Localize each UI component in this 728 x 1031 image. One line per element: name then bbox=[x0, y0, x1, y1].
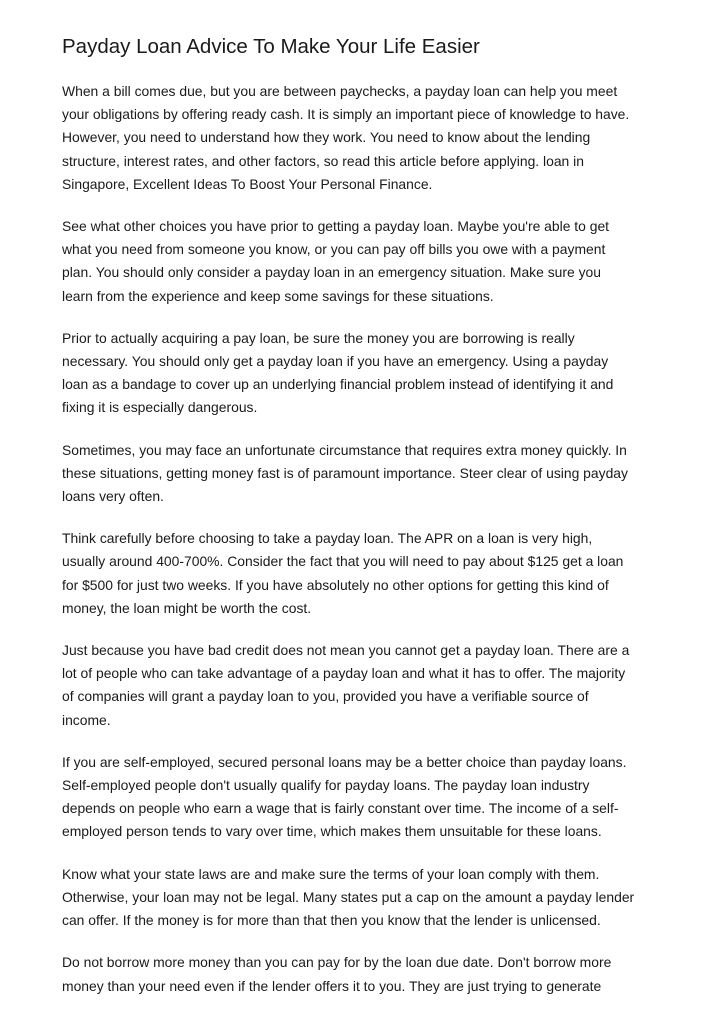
text-line: of companies will grant a payday loan to you, provided you have a verifiable source of bbox=[62, 688, 589, 705]
text-line: lot of people who can take advantage of a payday loan and what it has to offer. The majority bbox=[62, 665, 626, 682]
text-line: If you are self-employed, secured personal loans may be a better choice than payday loans. bbox=[62, 753, 627, 770]
text-line: these situations, getting money fast is of paramount importance. Steer clear of using payday bbox=[62, 464, 628, 481]
text-line: Think carefully before choosing to take a payday loan. The APR on a loan is very high, bbox=[62, 530, 593, 547]
text-line: income. bbox=[62, 711, 111, 728]
text-line: fixing it is especially dangerous. bbox=[62, 399, 258, 416]
paragraph-3 bbox=[62, 327, 674, 420]
text-line: When a bill comes due, but you are between paychecks, a payday loan can help you meet bbox=[62, 83, 618, 99]
text-line: depends on people who earn a wage that is fairly constant over time. The income of a self- bbox=[62, 800, 619, 817]
text-line: Self-employed people don't usually qualify for payday loans. The payday loan industry bbox=[62, 777, 590, 794]
text-line: See what other choices you have prior to getting a payday loan. Maybe you're able to get bbox=[62, 218, 610, 235]
text-line: Just because you have bad credit does not mean you cannot get a payday loan. There are a bbox=[62, 642, 630, 659]
text-line: your obligations by offering ready cash. It is simply an important piece of knowledge to have. bbox=[62, 106, 630, 123]
text-line: plan. You should only consider a payday loan in an emergency situation. Make sure you bbox=[62, 264, 601, 281]
paragraph-6 bbox=[62, 639, 674, 732]
text-line: what you need from someone you know, or you can pay off bills you owe with a payment bbox=[62, 241, 606, 258]
paragraph-1 bbox=[62, 80, 674, 196]
paragraph-2 bbox=[62, 215, 674, 308]
text-line: can offer. If the money is for more than that then you know that the lender is unlicensed. bbox=[62, 912, 601, 929]
text-line: structure, interest rates, and other factors, so read this article before applying. loan in bbox=[62, 152, 584, 169]
text-line: Do not borrow more money than you can pay for by the loan due date. Don't borrow more bbox=[62, 954, 612, 971]
paragraph-9 bbox=[62, 951, 674, 997]
document-page bbox=[62, 34, 674, 1017]
text-line: for $500 for just two weeks. If you have absolutely no other options for getting this kind of bbox=[62, 576, 609, 593]
text-line: loan as a bandage to cover up an underlying financial problem instead of identifying it and bbox=[62, 376, 614, 393]
text-line: money than your need even if the lender offers it to you. They are just trying to generate bbox=[62, 977, 602, 994]
text-line: Know what your state laws are and make sure the terms of your loan comply with them. bbox=[62, 865, 600, 882]
document-title: Payday Loan Advice To Make Your Life Easier bbox=[62, 35, 480, 58]
text-line: necessary. You should only get a payday loan if you have an emergency. Using a payday bbox=[62, 353, 609, 370]
paragraph-7 bbox=[62, 751, 674, 844]
text-line: Otherwise, your loan may not be legal. Many states put a cap on the amount a payday lender bbox=[62, 888, 635, 905]
text-line: usually around 400-700%. Consider the fact that you will need to pay about $125 get a loan bbox=[62, 553, 624, 570]
text-line: Sometimes, you may face an unfortunate circumstance that requires extra money quickly. In bbox=[62, 441, 627, 458]
text-line: employed person tends to vary over time, which makes them unsuitable for these loans. bbox=[62, 823, 602, 840]
text-line: Singapore, Excellent Ideas To Boost Your Personal Finance. bbox=[62, 175, 433, 192]
text-line: Prior to actually acquiring a pay loan, be sure the money you are borrowing is really bbox=[62, 329, 575, 346]
text-line: loans very often. bbox=[62, 488, 164, 505]
paragraph-8 bbox=[62, 863, 674, 933]
paragraph-5 bbox=[62, 527, 674, 620]
text-line: However, you need to understand how they work. You need to know about the lending bbox=[62, 129, 591, 146]
paragraph-4 bbox=[62, 439, 674, 509]
text-line: money, the loan might be worth the cost. bbox=[62, 599, 312, 616]
text-line: learn from the experience and keep some savings for these situations. bbox=[62, 287, 494, 304]
